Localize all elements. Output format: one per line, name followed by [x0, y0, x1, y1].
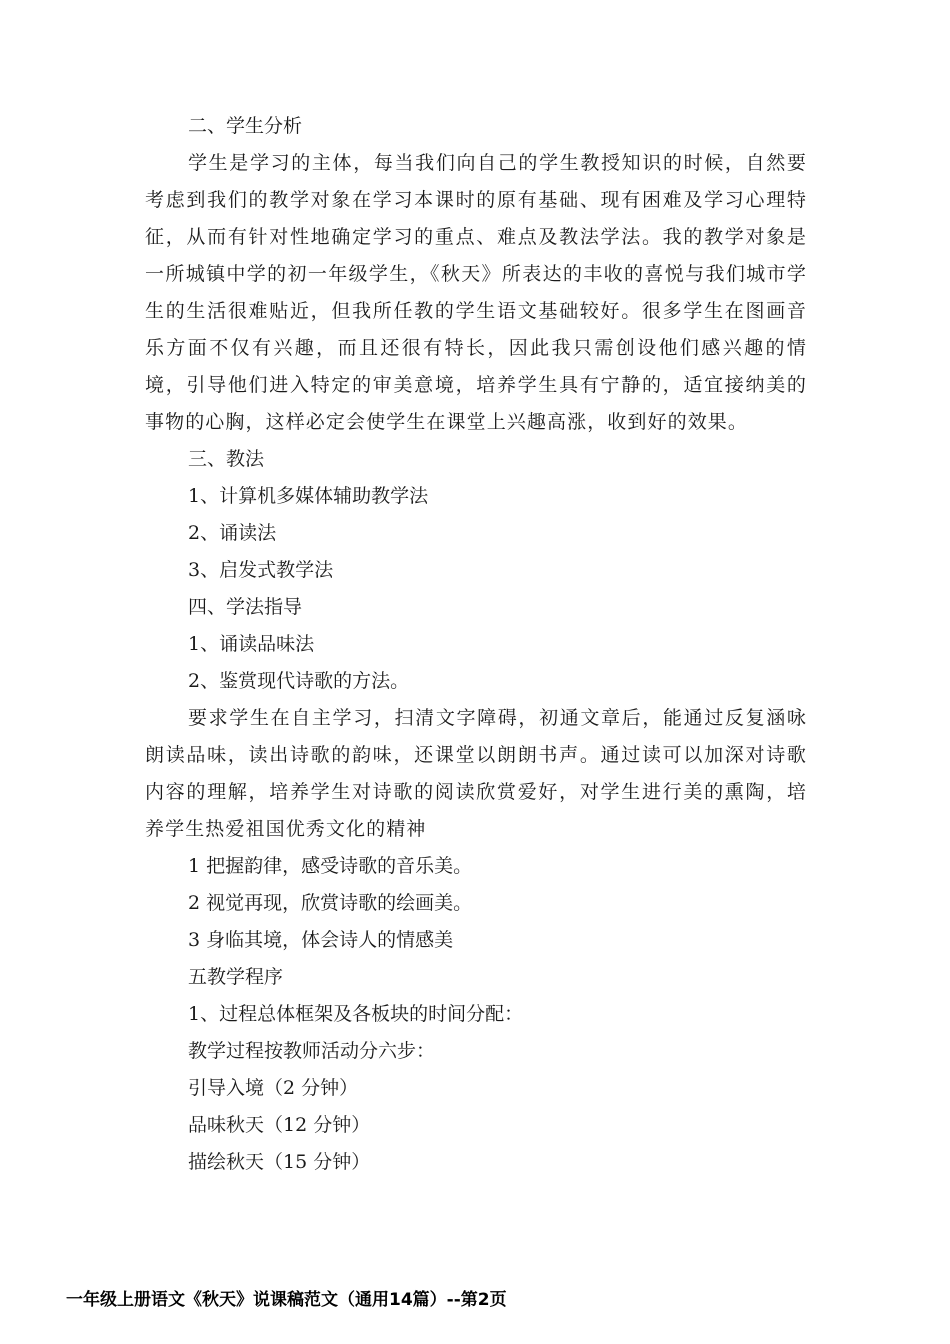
guidance-item: 1、诵读品味法: [188, 633, 315, 655]
goal-item: 1 把握韵律，感受诗歌的音乐美。: [188, 855, 473, 877]
section-heading-study-guidance: 四、学法指导: [188, 596, 303, 618]
page-footer: 一年级上册语文《秋天》说课稿范文（通用14篇）--第2页: [66, 1290, 507, 1310]
method-item: 3、启发式教学法: [188, 559, 334, 581]
procedure-item: 描绘秋天（15 分钟）: [188, 1151, 371, 1173]
goal-item: 2 视觉再现，欣赏诗歌的绘画美。: [188, 892, 473, 914]
method-item: 2、诵读法: [188, 522, 277, 544]
student-analysis-paragraph: 学生是学习的主体，每当我们向自己的学生教授知识的时候，自然要考虑到我们的教学对象在学习本课时的原有基础、现有困难及学习心理特征，从而有针对性地确定学习的重点、难点及教法学法。我的教学对象是一所城镇中学的初一年级学生，《秋天》所表达的丰收的喜悦与我们城市学生的生活很难贴近，但我所任教的学生语文基础较好。很多学生在图画音乐方面不仅有兴趣，而且还很有特长，因此我只需创设他们感兴趣的情境，引导他们进入特定的审美意境，培养学生具有宁静的，适宜接纳美的事物的心胸，这样必定会使学生在课堂上兴趣高涨，收到好的效果。: [145, 152, 807, 433]
procedure-item: 教学过程按教师活动分六步：: [188, 1040, 436, 1062]
section-heading-teaching-methods: 三、教法: [188, 448, 265, 470]
guidance-paragraph: 要求学生在自主学习，扫清文字障碍，初通文章后，能通过反复涵咏朗读品味，读出诗歌的韵味，还课堂以朗朗书声。通过读可以加深对诗歌内容的理解，培养学生对诗歌的阅读欣赏爱好，对学生进行美的熏陶，培养学生热爱祖国优秀文化的精神: [145, 707, 807, 840]
procedure-item: 品味秋天（12 分钟）: [188, 1114, 371, 1136]
document-body: [145, 108, 807, 1181]
section-heading-teaching-procedure: 五教学程序: [188, 966, 284, 988]
method-item: 1、计算机多媒体辅助教学法: [188, 485, 429, 507]
procedure-item: 引导入境（2 分钟）: [188, 1077, 359, 1099]
section-heading-student-analysis: 二、学生分析: [188, 115, 303, 137]
goal-item: 3 身临其境，体会诗人的情感美: [188, 929, 454, 951]
guidance-item: 2、鉴赏现代诗歌的方法。: [188, 670, 410, 692]
procedure-item: 1、过程总体框架及各板块的时间分配：: [188, 1003, 524, 1025]
